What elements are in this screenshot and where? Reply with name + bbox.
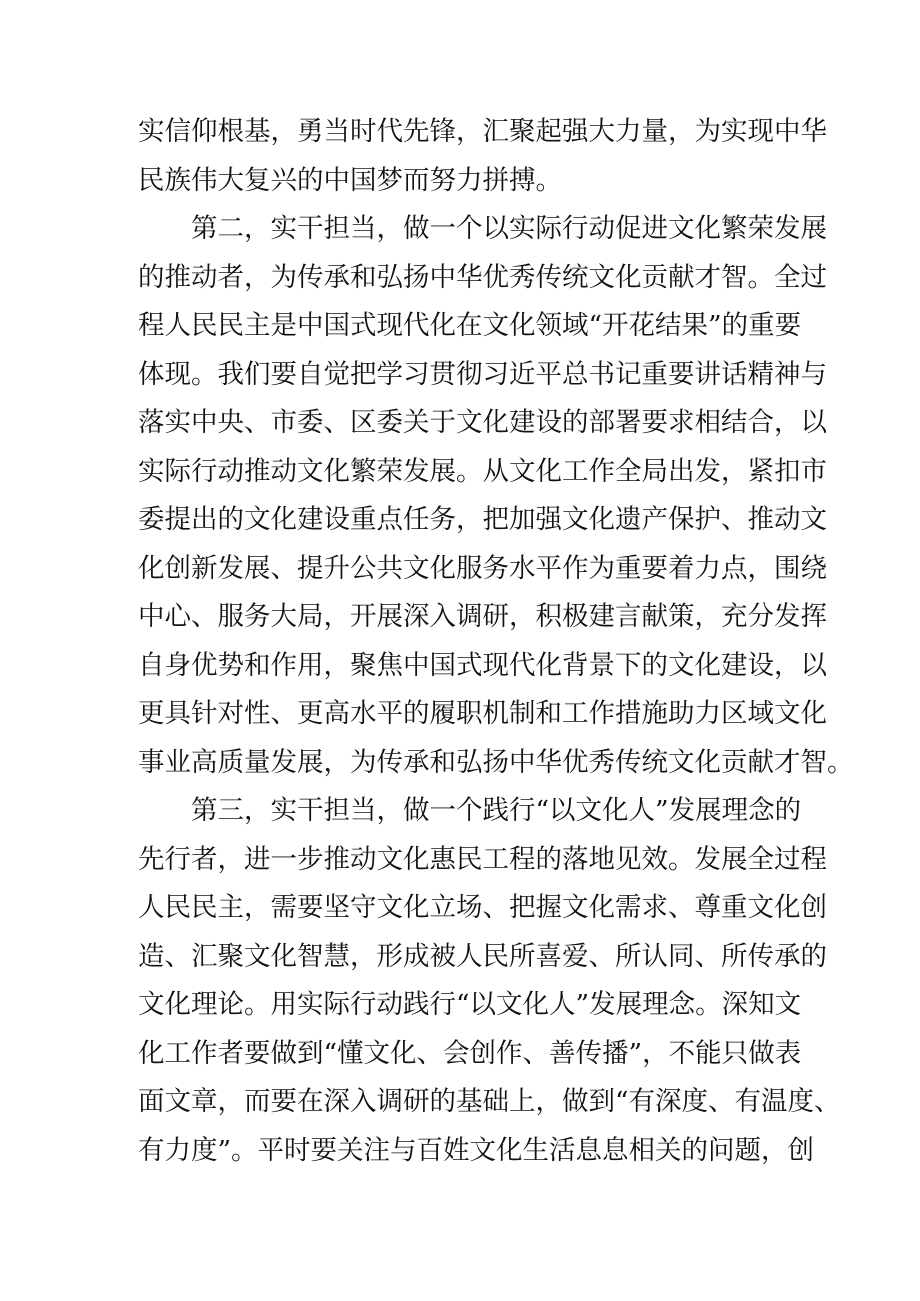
text-line: 事业高质量发展，为传承和弘扬中华优秀传统文化贡献才智。 <box>138 746 854 778</box>
text-line: 人民民主，需要坚守文化立场、把握文化需求、尊重文化创 <box>138 892 827 923</box>
text-line: 委提出的文化建设重点任务，把加强文化遗产保护、推动文 <box>138 504 827 535</box>
text-line: 有力度”。平时要关注与百姓文化生活息息相关的问题，创 <box>138 1134 815 1166</box>
paragraph-second <box>138 205 854 787</box>
text-line: 中心、服务大局，开展深入调研，积极建言献策，充分发挥 <box>138 601 827 632</box>
text-line: 程人民民主是中国式现代化在文化领域“开花结果”的重要 <box>138 310 802 341</box>
text-line: 落实中央、市委、区委关于文化建设的部署要求相结合，以 <box>138 407 827 438</box>
text-line: 更具针对性、更高水平的履职机制和工作措施助力区域文化 <box>138 698 827 729</box>
paragraph-continuation <box>138 108 827 205</box>
text-line: 化工作者要做到“懂文化、会创作、善传播”，不能只做表 <box>138 1037 802 1069</box>
text-line: 第二，实干担当，做一个以实际行动促进文化繁荣发展 <box>191 213 827 244</box>
paragraph-third <box>138 787 841 1175</box>
document-body <box>138 108 854 1175</box>
text-line: 第三，实干担当，做一个践行“以文化人”发展理念的 <box>191 795 802 826</box>
text-line: 实际行动推动文化繁荣发展。从文化工作全局出发，紧扣市 <box>138 455 827 487</box>
text-line: 造、汇聚文化智慧，形成被人民所喜爱、所认同、所传承的 <box>138 940 827 972</box>
text-line: 自身优势和作用，聚焦中国式现代化背景下的文化建设，以 <box>138 649 827 681</box>
text-line: 面文章，而要在深入调研的基础上，做到“有深度、有温度、 <box>138 1086 841 1117</box>
text-line: 民族伟大复兴的中国梦而努力拼搏。 <box>138 164 562 196</box>
text-line: 化创新发展、提升公共文化服务水平作为重要着力点，围绕 <box>138 552 827 584</box>
text-line: 的推动者，为传承和弘扬中华优秀传统文化贡献才智。全过 <box>138 261 827 293</box>
text-line: 体现。我们要自觉把学习贯彻习近平总书记重要讲话精神与 <box>138 358 827 390</box>
text-line: 文化理论。用实际行动践行“以文化人”发展理念。深知文 <box>138 989 802 1020</box>
text-line: 实信仰根基，勇当时代先锋，汇聚起强大力量，为实现中华 <box>138 116 827 147</box>
text-line: 先行者，进一步推动文化惠民工程的落地见效。发展全过程 <box>138 843 827 875</box>
